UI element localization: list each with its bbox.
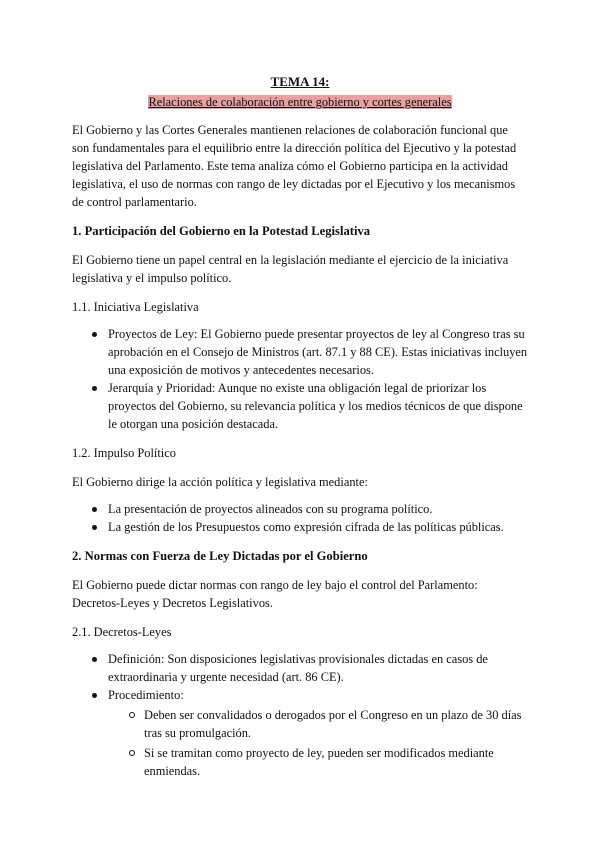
section-1-paragraph: El Gobierno tiene un papel central en la legislación mediante el ejercicio de la iniciativa legislativa y el impulso político. bbox=[72, 253, 509, 285]
section-2-paragraph: El Gobierno puede dictar normas con rango de ley bajo el control del Parlamento: Decretos-Leyes y Decretos Legislativos. bbox=[72, 578, 478, 610]
list-item: Proyectos de Ley: El Gobierno puede presentar proyectos de ley al Congreso tras su aprobación en el Consejo de Ministros (art. 87.1 y 88 CE). Estas iniciativas incluyen una exposición de motivos y antecedentes necesarios. bbox=[72, 325, 528, 379]
document-title: TEMA 14: bbox=[270, 74, 330, 89]
list-item: Jerarquía y Prioridad: Aunque no existe una obligación legal de priorizar los proyectos del Gobierno, su relevancia política y los medios técnicos de que dispone le otorgan una posición destacada. bbox=[72, 379, 528, 433]
list-item: Definición: Son disposiciones legislativas provisionales dictadas en casos de extraordinaria y urgente necesidad (art. 86 CE). bbox=[72, 650, 528, 686]
subsection-1-1-list bbox=[72, 325, 528, 433]
list-item bbox=[72, 686, 528, 780]
subtitle-highlight: Relaciones de colaboración entre gobierno y cortes generales bbox=[148, 95, 452, 109]
subsection-1-2-paragraph: El Gobierno dirige la acción política y legislativa mediante: bbox=[72, 475, 368, 489]
list-item-label: Procedimiento: bbox=[108, 688, 184, 702]
document-subtitle bbox=[72, 93, 528, 111]
subsection-1-1-heading: 1.1. Iniciativa Legislativa bbox=[72, 300, 199, 314]
intro-paragraph: El Gobierno y las Cortes Generales mantienen relaciones de colaboración funcional que son fundamentales para el equilibrio entre la dirección política del Ejecutivo y la potestad legislativa del Parlamento. Este tema analiza cómo el Gobierno participa en la actividad legislativa, el uso de normas con rango de ley dictadas por el Ejecutivo y los mecanismos de control parlamentario. bbox=[72, 123, 517, 209]
list-item: La presentación de proyectos alineados con su programa político. bbox=[72, 500, 528, 518]
subsection-2-1-list bbox=[72, 650, 528, 780]
subsection-1-2-heading: 1.2. Impulso Político bbox=[72, 446, 176, 460]
document-content bbox=[72, 73, 528, 780]
nested-list-item: Si se tramitan como proyecto de ley, pueden ser modificados mediante enmiendas. bbox=[108, 744, 528, 780]
nested-list-item: Deben ser convalidados o derogados por el Congreso en un plazo de 30 días tras su promulgación. bbox=[108, 706, 528, 742]
subsection-1-2-list bbox=[72, 500, 528, 536]
subsection-2-1-heading: 2.1. Decretos-Leyes bbox=[72, 625, 172, 639]
nested-list bbox=[108, 706, 528, 780]
section-2-heading: 2. Normas con Fuerza de Ley Dictadas por el Gobierno bbox=[72, 549, 368, 563]
section-1-heading: 1. Participación del Gobierno en la Potestad Legislativa bbox=[72, 224, 371, 238]
list-item: La gestión de los Presupuestos como expresión cifrada de las políticas públicas. bbox=[72, 518, 528, 536]
